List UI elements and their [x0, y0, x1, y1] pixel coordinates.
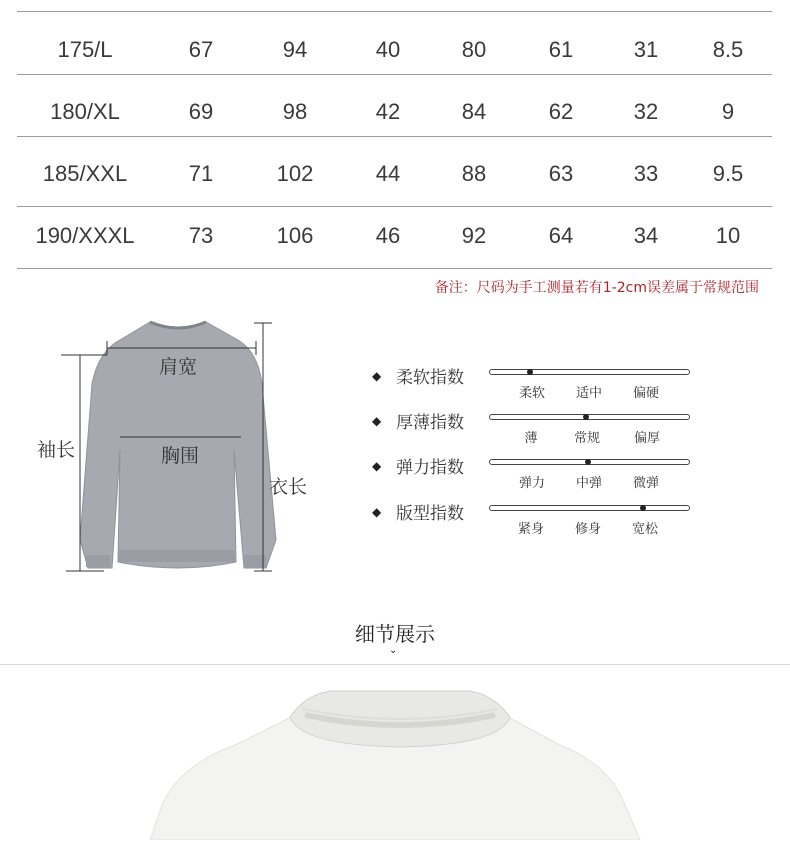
table-row-divider: [17, 136, 772, 137]
value-cell: 92: [461, 223, 487, 248]
value-cell: 8.5: [712, 37, 744, 62]
index-marker: [640, 505, 646, 511]
value-cell: 9: [721, 99, 735, 124]
index-option: 柔软: [518, 386, 546, 401]
diamond-bullet-icon: ◆: [372, 459, 382, 473]
value-cell: 98: [282, 99, 308, 124]
index-option: 紧身: [517, 522, 545, 537]
size-cell: 175/L: [57, 37, 113, 62]
white-sweater-collar-image: [0, 665, 790, 840]
table-row: [17, 82, 772, 142]
value-cell: 34: [633, 223, 659, 248]
index-scale: [489, 459, 690, 465]
body-length-label: 衣长: [269, 476, 308, 498]
value-cell: 46: [375, 223, 401, 248]
value-cell: 106: [276, 223, 314, 248]
index-option: 修身: [574, 522, 602, 537]
value-cell: 31: [633, 37, 659, 62]
sleeve-length-label: 袖长: [37, 439, 76, 461]
value-cell: 73: [188, 223, 214, 248]
value-cell: 94: [282, 37, 308, 62]
value-cell: 61: [548, 37, 574, 62]
index-scale: [489, 414, 690, 420]
index-option: 偏硬: [632, 386, 660, 401]
value-cell: 64: [548, 223, 574, 248]
value-cell: 40: [375, 37, 401, 62]
index-option: 薄: [524, 431, 538, 446]
size-cell: 190/XXXL: [35, 223, 135, 248]
value-cell: 102: [276, 161, 314, 186]
value-cell: 10: [715, 223, 741, 248]
value-cell: 63: [548, 161, 574, 186]
table-row: [17, 144, 772, 204]
value-cell: 71: [188, 161, 214, 186]
sweater-diagram: [0, 300, 330, 590]
index-option: 适中: [575, 386, 603, 401]
table-bottom-line: [17, 268, 772, 269]
chevron-down-icon: ⌄: [389, 645, 398, 656]
diamond-bullet-icon: ◆: [372, 505, 382, 519]
value-cell: 42: [375, 99, 401, 124]
value-cell: 69: [188, 99, 214, 124]
value-cell: 67: [188, 37, 214, 62]
measurement-note: 备注：尺码为手工测量若有1-2cm误差属于常规范围: [434, 280, 759, 296]
value-cell: 9.5: [712, 161, 744, 186]
value-cell: 88: [461, 161, 487, 186]
diamond-bullet-icon: ◆: [372, 414, 382, 428]
sweater-detail-photo: [0, 665, 790, 840]
index-option: 微弹: [632, 476, 660, 491]
value-cell: 32: [633, 99, 659, 124]
index-option: 宽松: [631, 522, 659, 537]
fit-index: [372, 505, 702, 545]
size-cell: 185/XXL: [42, 161, 128, 186]
index-option: 常规: [573, 431, 601, 446]
index-scale: [489, 369, 690, 375]
value-cell: 80: [461, 37, 487, 62]
softness-index: [372, 369, 702, 409]
table-row: [17, 206, 772, 266]
size-cell: 180/XL: [50, 99, 120, 124]
index-option: 中弹: [575, 476, 603, 491]
index-name: 厚薄指数: [396, 413, 464, 433]
table-row-divider: [17, 74, 772, 75]
index-name: 柔软指数: [396, 368, 464, 388]
index-scale: [489, 505, 690, 511]
detail-section-title: 细节展示: [355, 622, 435, 646]
index-name: 版型指数: [396, 504, 464, 524]
thickness-index: [372, 414, 702, 454]
index-name: 弹力指数: [396, 458, 464, 478]
diamond-bullet-icon: ◆: [372, 369, 382, 383]
index-marker: [527, 369, 533, 375]
value-cell: 44: [375, 161, 401, 186]
value-cell: 84: [461, 99, 487, 124]
table-top-line: [17, 11, 772, 12]
shoulder-width-label: 肩宽: [159, 356, 198, 378]
index-option: 偏厚: [633, 431, 661, 446]
index-option: 弹力: [518, 476, 546, 491]
value-cell: 33: [633, 161, 659, 186]
elasticity-index: [372, 459, 702, 499]
index-marker: [583, 414, 589, 420]
chest-label: 胸围: [161, 445, 200, 467]
value-cell: 62: [548, 99, 574, 124]
index-marker: [585, 459, 591, 465]
table-row: [17, 20, 772, 80]
